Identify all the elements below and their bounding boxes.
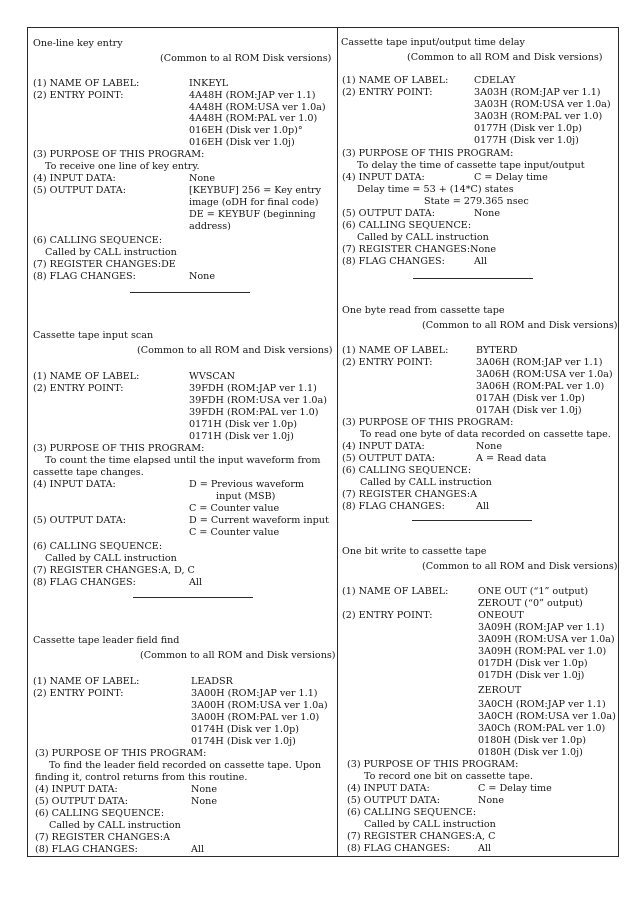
input-data-heading: (4) INPUT DATA: <box>347 783 430 794</box>
flag-changes-heading: (8) FLAG CHANGES: <box>33 271 136 282</box>
register-changes-line: (7) REGISTER CHANGES:A, D, C <box>33 565 195 576</box>
section-title: One bit write to cassette tape <box>342 546 487 557</box>
input-data-value: C = Delay time <box>478 783 552 794</box>
input-data-heading: (4) INPUT DATA: <box>35 784 118 795</box>
entry-point-value: 3A06H (ROM:USA ver 1.0a) <box>476 369 613 380</box>
column-divider <box>337 27 338 857</box>
calling-sequence-heading: (6) CALLING SEQUENCE: <box>342 465 472 476</box>
delay-formula: Delay time = 53 + (14*C) states <box>357 184 514 195</box>
entry-point-value: 0177H (Disk ver 1.0j) <box>474 135 579 146</box>
label-name: ZEROUT (“0” output) <box>478 598 583 609</box>
entry-point-value: 3A09H (ROM:PAL ver 1.0) <box>478 646 607 657</box>
entry-point-value: 017AH (Disk ver 1.0j) <box>476 405 582 416</box>
flag-changes-value: All <box>189 577 203 588</box>
purpose-heading: (3) PURPOSE OF THIS PROGRAM: <box>33 149 205 160</box>
entry-point-value: 3A06H (ROM:PAL ver 1.0) <box>476 381 605 392</box>
entry-point-heading: (2) ENTRY POINT: <box>33 688 124 699</box>
flag-changes-heading: (8) FLAG CHANGES: <box>33 577 136 588</box>
output-data-heading: (5) OUTPUT DATA: <box>33 185 126 196</box>
input-data-value: C = Delay time <box>474 172 548 183</box>
flag-changes-heading: (8) FLAG CHANGES: <box>35 844 138 855</box>
output-data-heading: (5) OUTPUT DATA: <box>342 208 435 219</box>
flag-changes-heading: (8) FLAG CHANGES: <box>342 256 445 267</box>
calling-sequence-heading: (6) CALLING SEQUENCE: <box>33 541 163 552</box>
output-data-value: C = Counter value <box>189 527 280 538</box>
output-data-value: address) <box>189 221 231 232</box>
entry-point-value: 3A00H (ROM:JAP ver 1.1) <box>191 688 318 699</box>
purpose-text: To count the time elapsed until the input waveform from <box>45 455 321 466</box>
input-data-heading: (4) INPUT DATA: <box>33 173 116 184</box>
entry-point-value: 017DH (Disk ver 1.0j) <box>478 670 585 681</box>
output-data-value: None <box>474 208 501 219</box>
entry-point-value: 0174H (Disk ver 1.0j) <box>191 736 296 747</box>
register-changes-line: (7) REGISTER CHANGES:DE <box>33 259 176 270</box>
name-of-label-heading: (1) NAME OF LABEL: <box>33 78 140 89</box>
entry-subheading: ONEOUT <box>478 610 524 621</box>
calling-sequence-text: Called by CALL instruction <box>45 247 177 258</box>
purpose-heading: (3) PURPOSE OF THIS PROGRAM: <box>342 417 514 428</box>
entry-point-heading: (2) ENTRY POINT: <box>342 357 433 368</box>
output-data-value: A = Read data <box>476 453 547 464</box>
entry-point-value: 0180H (Disk ver 1.0j) <box>478 747 583 758</box>
label-name: INKEYL <box>189 78 229 89</box>
entry-point-value: 3A0CH (ROM:JAP ver 1.1) <box>478 699 606 710</box>
purpose-text: To read one byte of data recorded on cassette tape. <box>360 429 611 440</box>
name-of-label-heading: (1) NAME OF LABEL: <box>342 75 449 86</box>
input-data-value: None <box>189 173 216 184</box>
label-name: ONE OUT (“1” output) <box>478 586 589 597</box>
calling-sequence-heading: (6) CALLING SEQUENCE: <box>35 808 165 819</box>
entry-point-heading: (2) ENTRY POINT: <box>33 90 124 101</box>
section-separator <box>413 278 533 279</box>
purpose-heading: (3) PURPOSE OF THIS PROGRAM: <box>35 748 207 759</box>
label-name: WVSCAN <box>189 371 236 382</box>
entry-point-value: 0171H (Disk ver 1.0j) <box>189 431 294 442</box>
flag-changes-value: All <box>476 501 490 512</box>
calling-sequence-text: Called by CALL instruction <box>360 477 492 488</box>
section-title: One byte read from cassette tape <box>342 305 505 316</box>
section-common-note: (Common to all ROM and Disk versions) <box>140 650 336 661</box>
output-data-value: None <box>478 795 505 806</box>
register-changes-line: (7) REGISTER CHANGES:None <box>342 244 497 255</box>
output-data-heading: (5) OUTPUT DATA: <box>342 453 435 464</box>
flag-changes-value: All <box>474 256 488 267</box>
entry-point-value: 3A00H (ROM:PAL ver 1.0) <box>191 712 320 723</box>
register-changes-line: (7) REGISTER CHANGES:A <box>35 832 170 843</box>
section-common-note: (Common to all ROM and Disk versions) <box>422 320 618 331</box>
entry-point-value: 4A48H (ROM:JAP ver 1.1) <box>189 90 316 101</box>
section-common-note: (Common to all ROM and Disk versions) <box>422 561 618 572</box>
entry-subheading: ZEROUT <box>478 685 522 696</box>
input-data-value: C = Counter value <box>189 503 280 514</box>
entry-point-value: 017AH (Disk ver 1.0p) <box>476 393 585 404</box>
calling-sequence-text: Called by CALL instruction <box>357 232 489 243</box>
entry-point-value: 39FDH (ROM:USA ver 1.0a) <box>189 395 327 406</box>
entry-point-value: 39FDH (ROM:PAL ver 1.0) <box>189 407 319 418</box>
name-of-label-heading: (1) NAME OF LABEL: <box>342 586 449 597</box>
calling-sequence-heading: (6) CALLING SEQUENCE: <box>33 235 163 246</box>
section-separator <box>130 292 250 293</box>
section-title: Cassette tape input/output time delay <box>341 37 525 48</box>
entry-point-value: 3A03H (ROM:USA ver 1.0a) <box>474 99 611 110</box>
purpose-text: To record one bit on cassette tape. <box>364 771 533 782</box>
label-name: BYTERD <box>476 345 518 356</box>
flag-changes-heading: (8) FLAG CHANGES: <box>347 843 450 854</box>
purpose-text: To receive one line of key entry. <box>45 161 200 172</box>
input-data-heading: (4) INPUT DATA: <box>33 479 116 490</box>
entry-point-value: 017DH (Disk ver 1.0p) <box>478 658 588 669</box>
output-data-heading: (5) OUTPUT DATA: <box>347 795 440 806</box>
purpose-text: cassette tape changes. <box>33 467 144 478</box>
register-changes-line: (7) REGISTER CHANGES:A, C <box>347 831 496 842</box>
calling-sequence-text: Called by CALL instruction <box>364 819 496 830</box>
output-data-value: D = Current waveform input <box>189 515 329 526</box>
entry-point-value: 3A09H (ROM:USA ver 1.0a) <box>478 634 615 645</box>
entry-point-value: 0177H (Disk ver 1.0p) <box>474 123 582 134</box>
entry-point-value: 0174H (Disk ver 1.0p) <box>191 724 299 735</box>
name-of-label-heading: (1) NAME OF LABEL: <box>342 345 449 356</box>
input-data-value: input (MSB) <box>216 491 276 502</box>
entry-point-value: 39FDH (ROM:JAP ver 1.1) <box>189 383 317 394</box>
section-common-note: (Common to al ROM Disk versions) <box>160 53 332 64</box>
entry-point-value: 3A0CH (ROM:USA ver 1.0a) <box>478 711 616 722</box>
calling-sequence-text: Called by CALL instruction <box>49 820 181 831</box>
section-title: Cassette tape leader field find <box>33 635 180 646</box>
purpose-text: finding it, control returns from this routine. <box>35 772 248 783</box>
input-data-value: D = Previous waveform <box>189 479 305 490</box>
entry-point-value: 0171H (Disk ver 1.0p) <box>189 419 297 430</box>
entry-point-value: 3A00H (ROM:USA ver 1.0a) <box>191 700 328 711</box>
output-data-value: image (oDH for final code) <box>189 197 319 208</box>
purpose-text: To delay the time of cassette tape input/output <box>357 160 585 171</box>
entry-point-value: 0180H (Disk ver 1.0p) <box>478 735 586 746</box>
entry-point-value: 3A06H (ROM:JAP ver 1.1) <box>476 357 603 368</box>
name-of-label-heading: (1) NAME OF LABEL: <box>33 676 140 687</box>
output-data-heading: (5) OUTPUT DATA: <box>33 515 126 526</box>
purpose-heading: (3) PURPOSE OF THIS PROGRAM: <box>33 443 205 454</box>
input-data-heading: (4) INPUT DATA: <box>342 441 425 452</box>
section-common-note: (Common to all ROM and Disk versions) <box>407 52 603 63</box>
flag-changes-value: All <box>191 844 205 855</box>
label-name: CDELAY <box>474 75 516 86</box>
entry-point-value: 4A48H (ROM:USA ver 1.0a) <box>189 102 326 113</box>
input-data-heading: (4) INPUT DATA: <box>342 172 425 183</box>
entry-point-value: 016EH (Disk ver 1.0j) <box>189 137 295 148</box>
purpose-heading: (3) PURPOSE OF THIS PROGRAM: <box>347 759 519 770</box>
section-separator <box>412 520 532 521</box>
output-data-heading: (5) OUTPUT DATA: <box>35 796 128 807</box>
section-title: One-line key entry <box>33 38 123 49</box>
calling-sequence-heading: (6) CALLING SEQUENCE: <box>347 807 477 818</box>
purpose-heading: (3) PURPOSE OF THIS PROGRAM: <box>342 148 514 159</box>
entry-point-value: 3A0Ch (ROM:PAL ver 1.0) <box>478 723 606 734</box>
input-data-value: None <box>476 441 503 452</box>
input-data-value: None <box>191 784 218 795</box>
calling-sequence-text: Called by CALL instruction <box>45 553 177 564</box>
entry-point-heading: (2) ENTRY POINT: <box>342 87 433 98</box>
section-separator <box>133 597 253 598</box>
flag-changes-value: All <box>478 843 492 854</box>
entry-point-heading: (2) ENTRY POINT: <box>342 610 433 621</box>
entry-point-value: 016EH (Disk ver 1.0p)° <box>189 125 303 136</box>
entry-point-heading: (2) ENTRY POINT: <box>33 383 124 394</box>
section-common-note: (Common to all ROM and Disk versions) <box>137 345 333 356</box>
output-data-value: [KEYBUF] 256 = Key entry <box>189 185 322 196</box>
output-data-value: DE = KEYBUF (beginning <box>189 209 316 220</box>
entry-point-value: 3A03H (ROM:JAP ver 1.1) <box>474 87 601 98</box>
output-data-value: None <box>191 796 218 807</box>
flag-changes-value: None <box>189 271 216 282</box>
entry-point-value: 4A48H (ROM:PAL ver 1.0) <box>189 113 318 124</box>
name-of-label-heading: (1) NAME OF LABEL: <box>33 371 140 382</box>
entry-point-value: 3A03H (ROM:PAL ver 1.0) <box>474 111 603 122</box>
label-name: LEADSR <box>191 676 233 687</box>
entry-point-value: 3A09H (ROM:JAP ver 1.1) <box>478 622 605 633</box>
state-duration: State = 279.365 nsec <box>424 196 529 207</box>
purpose-text: To find the leader field recorded on cassette tape. Upon <box>49 760 322 771</box>
section-title: Cassette tape input scan <box>33 330 154 341</box>
register-changes-line: (7) REGISTER CHANGES:A <box>342 489 477 500</box>
flag-changes-heading: (8) FLAG CHANGES: <box>342 501 445 512</box>
calling-sequence-heading: (6) CALLING SEQUENCE: <box>342 220 472 231</box>
